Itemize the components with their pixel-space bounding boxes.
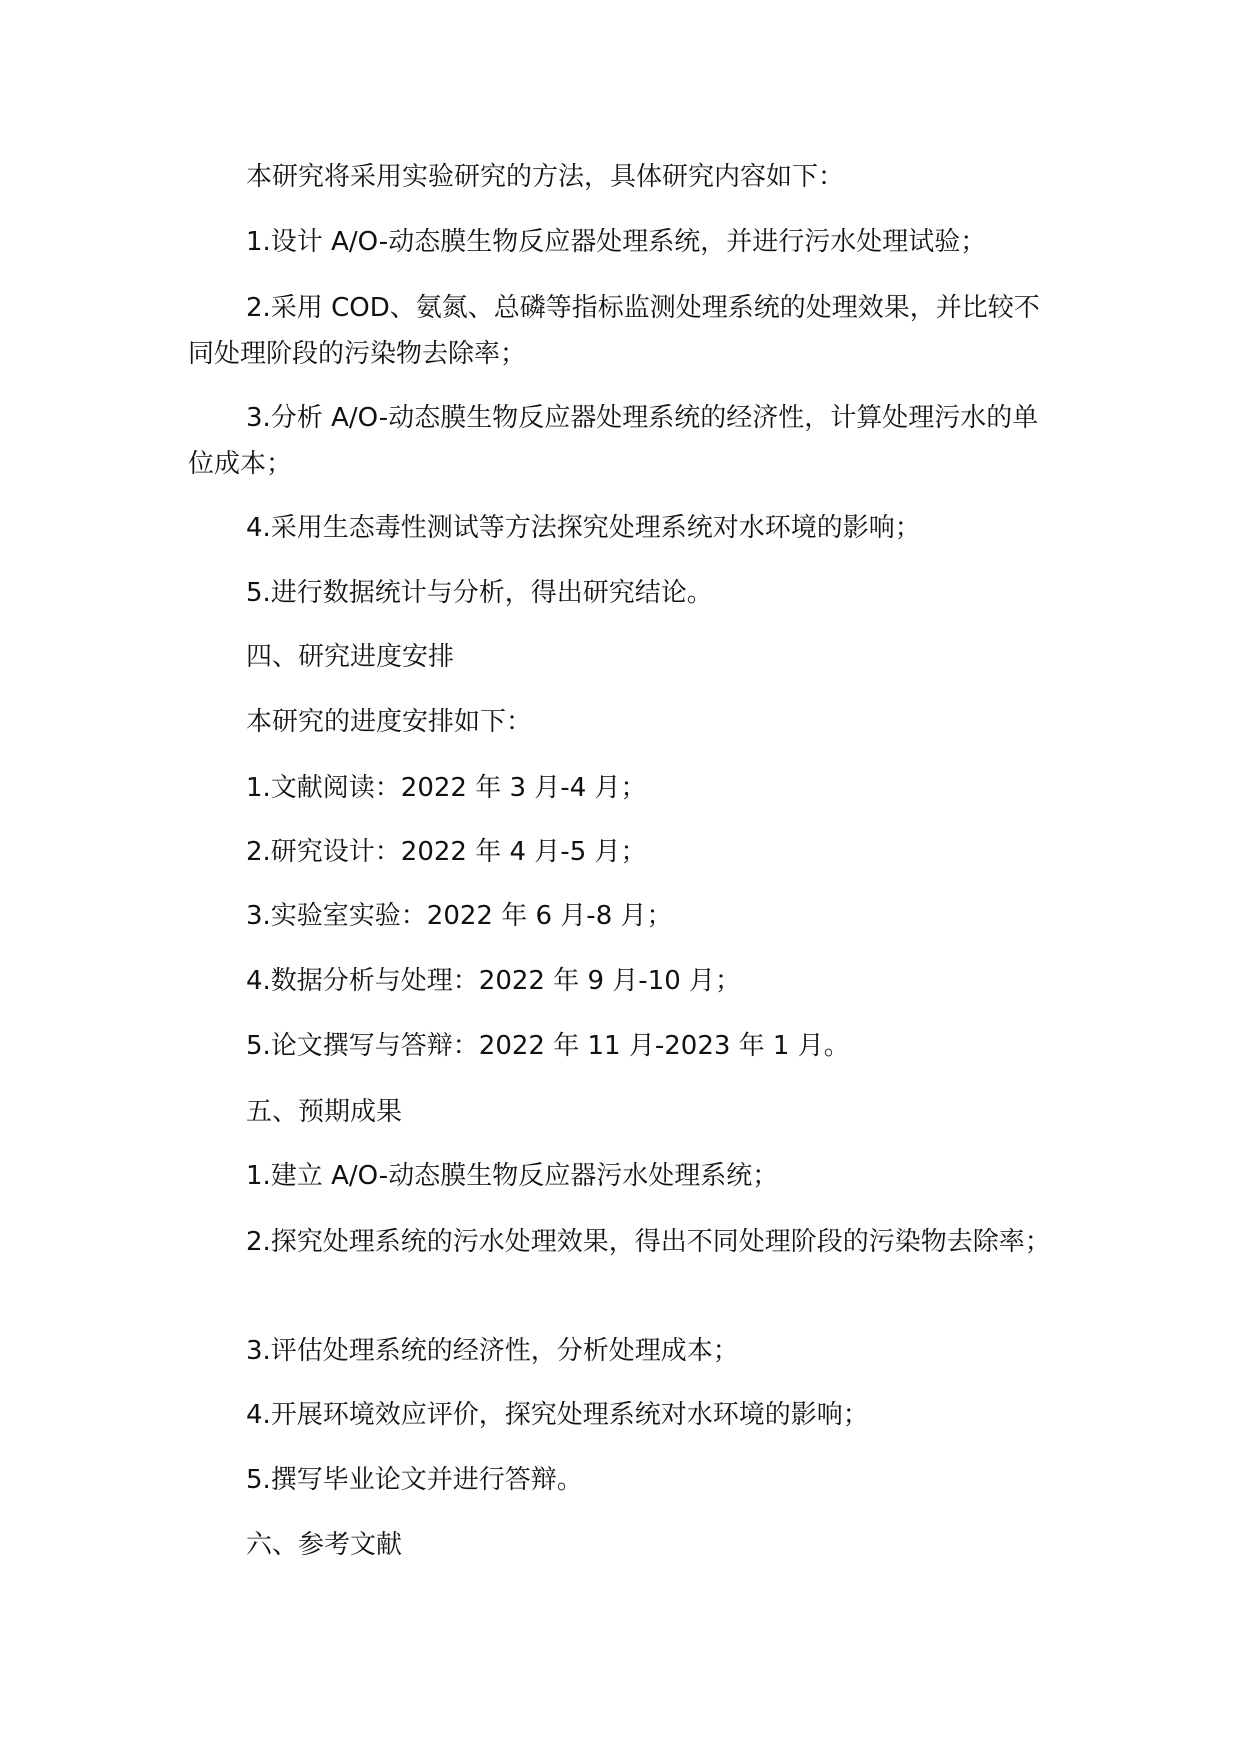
section-heading-schedule: 四、研究进度安排: [246, 642, 455, 672]
paragraph-content-2: 2.采用 COD、氨氮、总磷等指标监测处理系统的处理效果，并比较不同处理阶段的污染物去除率；: [188, 293, 1040, 369]
schedule-item-4: 4.数据分析与处理：2022 年 9 月-10 月；: [246, 966, 742, 996]
schedule-item-1: 1.文献阅读：2022 年 3 月-4 月；: [246, 773, 647, 803]
schedule-item-2: 2.研究设计：2022 年 4 月-5 月；: [246, 837, 647, 867]
result-item-2: 2.探究处理系统的污水处理效果，得出不同处理阶段的污染物去除率；: [246, 1227, 1051, 1257]
paragraph-content-3: 3.分析 A/O-动态膜生物反应器处理系统的经济性，计算处理污水的单位成本；: [188, 403, 1039, 479]
section-heading-references: 六、参考文献: [246, 1530, 403, 1560]
schedule-item-3: 3.实验室实验：2022 年 6 月-8 月；: [246, 901, 673, 931]
result-item-4: 4.开展环境效应评价，探究处理系统对水环境的影响；: [246, 1400, 869, 1430]
paragraph-schedule-intro: 本研究的进度安排如下：: [246, 707, 533, 737]
paragraph-intro: 本研究将采用实验研究的方法，具体研究内容如下：: [246, 162, 845, 192]
paragraph-content-4: 4.采用生态毒性测试等方法探究处理系统对水环境的影响；: [246, 513, 921, 543]
paragraph-content-1: 1.设计 A/O-动态膜生物反应器处理系统，并进行污水处理试验；: [246, 227, 987, 257]
paragraph-content-5: 5.进行数据统计与分析，得出研究结论。: [246, 578, 713, 608]
section-heading-results: 五、预期成果: [246, 1097, 403, 1127]
result-item-3: 3.评估处理系统的经济性，分析处理成本；: [246, 1336, 739, 1366]
schedule-item-5: 5.论文撰写与答辩：2022 年 11 月-2023 年 1 月。: [246, 1031, 850, 1061]
result-item-5: 5.撰写毕业论文并进行答辩。: [246, 1465, 583, 1495]
result-item-1: 1.建立 A/O-动态膜生物反应器污水处理系统；: [246, 1161, 779, 1191]
